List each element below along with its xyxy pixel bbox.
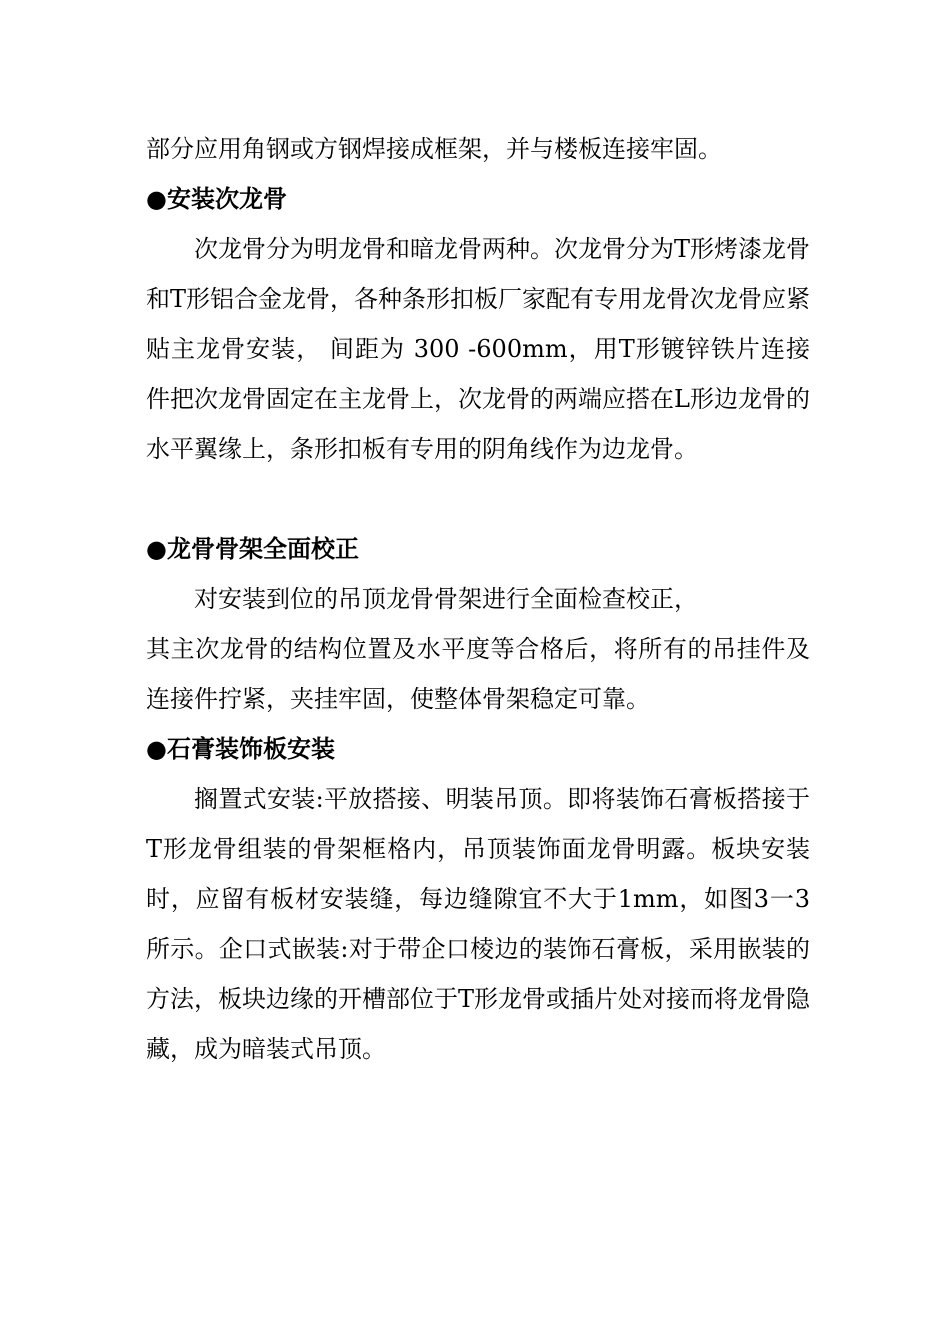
heading-text: 安装次龙骨	[166, 185, 287, 213]
heading-text: 石膏装饰板安装	[166, 735, 335, 763]
paragraph-gypsum-board: 搁置式安装:平放搭接、明装吊顶。即将装饰石膏板搭接于T形龙骨组装的骨架框格内，吊顶装饰面龙骨明露。板块安装时，应留有板材安装缝，每边缝隙宜不大于1mm，如图3一3所示。企口式嵌装:对于带企口棱边的装饰石膏板，采用嵌装的方法，板块边缘的开槽部位于T形龙骨或插片处对接而将龙骨隐藏，成为暗装式吊顶。	[146, 785, 811, 1063]
document-body	[146, 124, 810, 1074]
section-heading-keel-frame-correction	[146, 524, 810, 574]
section-heading-install-secondary-keel	[146, 174, 810, 224]
bullet-icon: ●	[146, 735, 167, 763]
bullet-icon: ●	[146, 535, 167, 563]
blank-line	[146, 474, 810, 524]
heading-text: 龙骨骨架全面校正	[166, 535, 359, 563]
paragraph-frame-inspection: 对安装到位的吊顶龙骨骨架进行全面检查校正，	[194, 585, 698, 613]
section-heading-gypsum-board-install	[146, 724, 810, 774]
paragraph-secondary-keel: 次龙骨分为明龙骨和暗龙骨两种。次龙骨分为T形烤漆龙骨和T形铝合金龙骨，各种条形扣板厂家配有专用龙骨次龙骨应紧贴主龙骨安装， 间距为 300 -600mm，用T形镀锌铁片连接件把次龙骨固定在主龙骨上，次龙骨的两端应搭在L形边龙骨的水平翼缘上，条形扣板有专用的阴角线作为边龙骨。	[146, 235, 811, 463]
bullet-icon: ●	[146, 185, 167, 213]
paragraph-framing-continuation: 部分应用角钢或方钢焊接成框架，并与楼板连接牢固。	[146, 135, 722, 163]
paragraph-frame-tightening: 其主次龙骨的结构位置及水平度等合格后，将所有的吊挂件及连接件拧紧，夹挂牢固，使整体骨架稳定可靠。	[146, 635, 810, 713]
